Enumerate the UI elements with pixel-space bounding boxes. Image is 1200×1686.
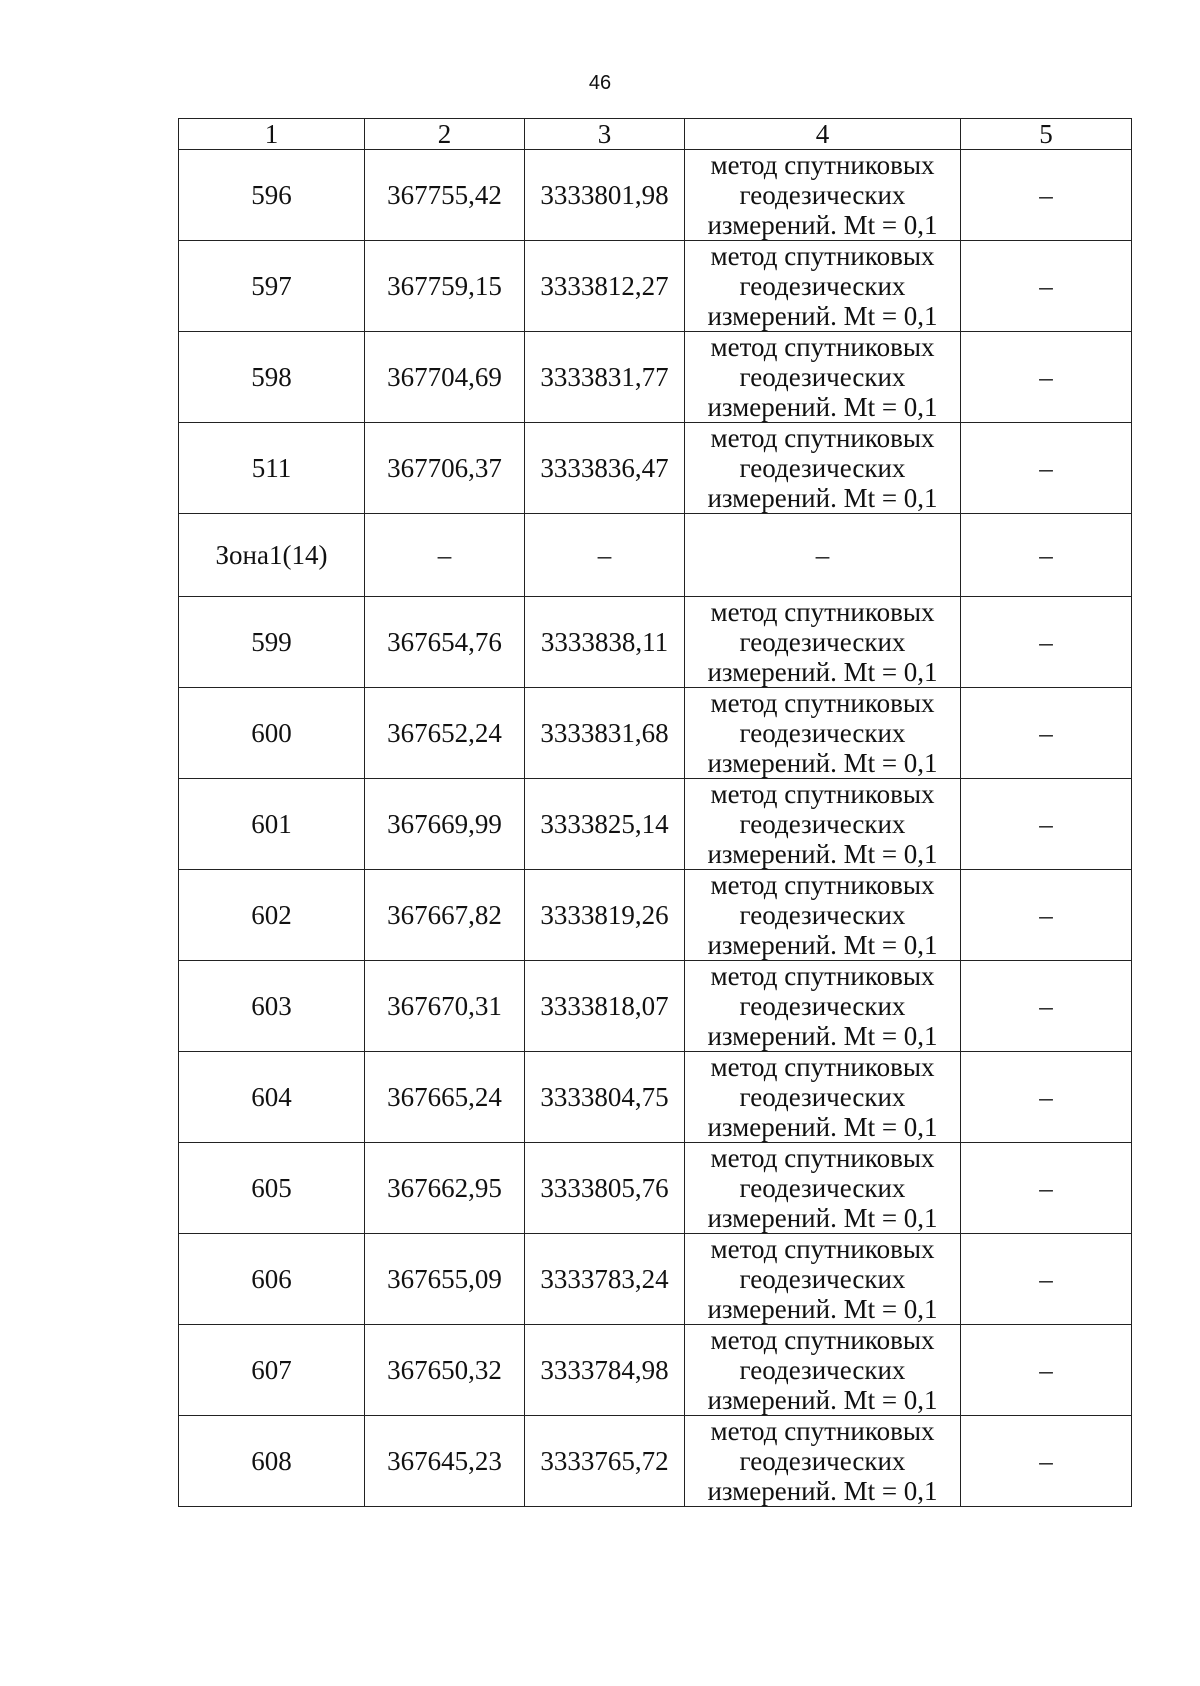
x-coordinate-cell: 367669,99 (365, 779, 525, 870)
description-cell: – (961, 1416, 1132, 1507)
method-line: метод спутниковых (710, 870, 935, 900)
method-line: геодезических (739, 1082, 906, 1112)
point-number-cell: 602 (179, 870, 365, 961)
header-cell-1: 1 (179, 119, 365, 150)
method-cell (685, 332, 961, 423)
method-line: измерений. Mt = 0,1 (707, 657, 938, 687)
method-cell (685, 1325, 961, 1416)
y-coordinate-cell: 3333805,76 (525, 1143, 685, 1234)
description-cell: – (961, 870, 1132, 961)
method-line: измерений. Mt = 0,1 (707, 748, 938, 778)
y-coordinate-cell: 3333812,27 (525, 241, 685, 332)
method-line: метод спутниковых (710, 779, 935, 809)
y-coordinate-cell: 3333831,68 (525, 688, 685, 779)
method-cell (685, 423, 961, 514)
method-line: метод спутниковых (710, 688, 935, 718)
table-row (179, 1325, 1132, 1416)
method-line: метод спутниковых (710, 1143, 935, 1173)
y-coordinate-cell: 3333818,07 (525, 961, 685, 1052)
point-number-cell: 601 (179, 779, 365, 870)
y-coordinate-cell: 3333819,26 (525, 870, 685, 961)
header-cell-2: 2 (365, 119, 525, 150)
y-coordinate-cell: – (525, 514, 685, 597)
method-line: метод спутниковых (710, 150, 935, 180)
method-line: измерений. Mt = 0,1 (707, 301, 938, 331)
method-cell (685, 514, 961, 597)
description-cell: – (961, 1143, 1132, 1234)
x-coordinate-cell: 367704,69 (365, 332, 525, 423)
description-cell: – (961, 1325, 1132, 1416)
table-body (179, 119, 1132, 1507)
description-cell: – (961, 1234, 1132, 1325)
x-coordinate-cell: – (365, 514, 525, 597)
method-line: геодезических (739, 1264, 906, 1294)
method-line: геодезических (739, 627, 906, 657)
point-number-cell: 605 (179, 1143, 365, 1234)
y-coordinate-cell: 3333838,11 (525, 597, 685, 688)
method-line: геодезических (739, 1173, 906, 1203)
description-cell: – (961, 332, 1132, 423)
description-cell: – (961, 241, 1132, 332)
page-number: 46 (588, 72, 612, 94)
method-line: геодезических (739, 453, 906, 483)
header-cell-5: 5 (961, 119, 1132, 150)
method-line: геодезических (739, 809, 906, 839)
method-line: измерений. Mt = 0,1 (707, 930, 938, 960)
method-line: геодезических (739, 1446, 906, 1476)
method-line: измерений. Mt = 0,1 (707, 1385, 938, 1415)
x-coordinate-cell: 367755,42 (365, 150, 525, 241)
method-line: метод спутниковых (710, 1416, 935, 1446)
y-coordinate-cell: 3333831,77 (525, 332, 685, 423)
method-cell (685, 241, 961, 332)
x-coordinate-cell: 367759,15 (365, 241, 525, 332)
point-number-cell: 597 (179, 241, 365, 332)
point-number-cell: Зона1(14) (179, 514, 365, 597)
table-row (179, 597, 1132, 688)
description-cell: – (961, 1052, 1132, 1143)
description-cell: – (961, 688, 1132, 779)
point-number-cell: 596 (179, 150, 365, 241)
table-row (179, 1416, 1132, 1507)
x-coordinate-cell: 367654,76 (365, 597, 525, 688)
y-coordinate-cell: 3333801,98 (525, 150, 685, 241)
point-number-cell: 598 (179, 332, 365, 423)
method-line: геодезических (739, 1355, 906, 1385)
table-row (179, 779, 1132, 870)
table-row (179, 688, 1132, 779)
table-row (179, 1052, 1132, 1143)
point-number-cell: 608 (179, 1416, 365, 1507)
point-number-cell: 511 (179, 423, 365, 514)
x-coordinate-cell: 367655,09 (365, 1234, 525, 1325)
method-line: измерений. Mt = 0,1 (707, 483, 938, 513)
x-coordinate-cell: 367670,31 (365, 961, 525, 1052)
method-line: измерений. Mt = 0,1 (707, 1294, 938, 1324)
method-line: измерений. Mt = 0,1 (707, 839, 938, 869)
method-line: метод спутниковых (710, 1325, 935, 1355)
method-cell (685, 1234, 961, 1325)
method-line: метод спутниковых (710, 597, 935, 627)
method-cell (685, 688, 961, 779)
header-cell-3: 3 (525, 119, 685, 150)
method-line: метод спутниковых (710, 332, 935, 362)
point-number-cell: 604 (179, 1052, 365, 1143)
point-number-cell: 600 (179, 688, 365, 779)
method-cell (685, 597, 961, 688)
y-coordinate-cell: 3333765,72 (525, 1416, 685, 1507)
method-line: геодезических (739, 900, 906, 930)
x-coordinate-cell: 367650,32 (365, 1325, 525, 1416)
table-row (179, 1143, 1132, 1234)
method-cell (685, 1416, 961, 1507)
table-row (179, 870, 1132, 961)
method-cell (685, 961, 961, 1052)
method-line: измерений. Mt = 0,1 (707, 1203, 938, 1233)
x-coordinate-cell: 367667,82 (365, 870, 525, 961)
table-row (179, 241, 1132, 332)
table-row (179, 423, 1132, 514)
table-header-row (179, 119, 1132, 150)
method-line: измерений. Mt = 0,1 (707, 1021, 938, 1051)
method-line: измерений. Mt = 0,1 (707, 1112, 938, 1142)
method-cell (685, 1052, 961, 1143)
point-number-cell: 599 (179, 597, 365, 688)
method-line: геодезических (739, 991, 906, 1021)
zone-row (179, 514, 1132, 597)
x-coordinate-cell: 367662,95 (365, 1143, 525, 1234)
y-coordinate-cell: 3333836,47 (525, 423, 685, 514)
method-cell (685, 1143, 961, 1234)
table-row (179, 332, 1132, 423)
point-number-cell: 603 (179, 961, 365, 1052)
x-coordinate-cell: 367665,24 (365, 1052, 525, 1143)
method-line: геодезических (739, 718, 906, 748)
description-cell: – (961, 150, 1132, 241)
method-line: метод спутниковых (710, 241, 935, 271)
method-line: метод спутниковых (710, 423, 935, 453)
method-line: измерений. Mt = 0,1 (707, 1476, 938, 1506)
method-line: метод спутниковых (710, 1052, 935, 1082)
method-line: геодезических (739, 362, 906, 392)
y-coordinate-cell: 3333783,24 (525, 1234, 685, 1325)
description-cell: – (961, 961, 1132, 1052)
point-number-cell: 607 (179, 1325, 365, 1416)
method-line: метод спутниковых (710, 1234, 935, 1264)
method-cell (685, 150, 961, 241)
table-row (179, 961, 1132, 1052)
method-cell (685, 779, 961, 870)
coordinates-table (178, 118, 1132, 1507)
description-cell: – (961, 514, 1132, 597)
method-line: геодезических (739, 180, 906, 210)
description-cell: – (961, 779, 1132, 870)
method-line: измерений. Mt = 0,1 (707, 210, 938, 240)
y-coordinate-cell: 3333784,98 (525, 1325, 685, 1416)
method-line: метод спутниковых (710, 961, 935, 991)
method-cell (685, 870, 961, 961)
x-coordinate-cell: 367645,23 (365, 1416, 525, 1507)
x-coordinate-cell: 367706,37 (365, 423, 525, 514)
table-row (179, 150, 1132, 241)
x-coordinate-cell: 367652,24 (365, 688, 525, 779)
header-cell-4: 4 (685, 119, 961, 150)
point-number-cell: 606 (179, 1234, 365, 1325)
method-line: – (815, 540, 830, 570)
method-line: геодезических (739, 271, 906, 301)
description-cell: – (961, 423, 1132, 514)
table-row (179, 1234, 1132, 1325)
y-coordinate-cell: 3333825,14 (525, 779, 685, 870)
description-cell: – (961, 597, 1132, 688)
method-line: измерений. Mt = 0,1 (707, 392, 938, 422)
y-coordinate-cell: 3333804,75 (525, 1052, 685, 1143)
